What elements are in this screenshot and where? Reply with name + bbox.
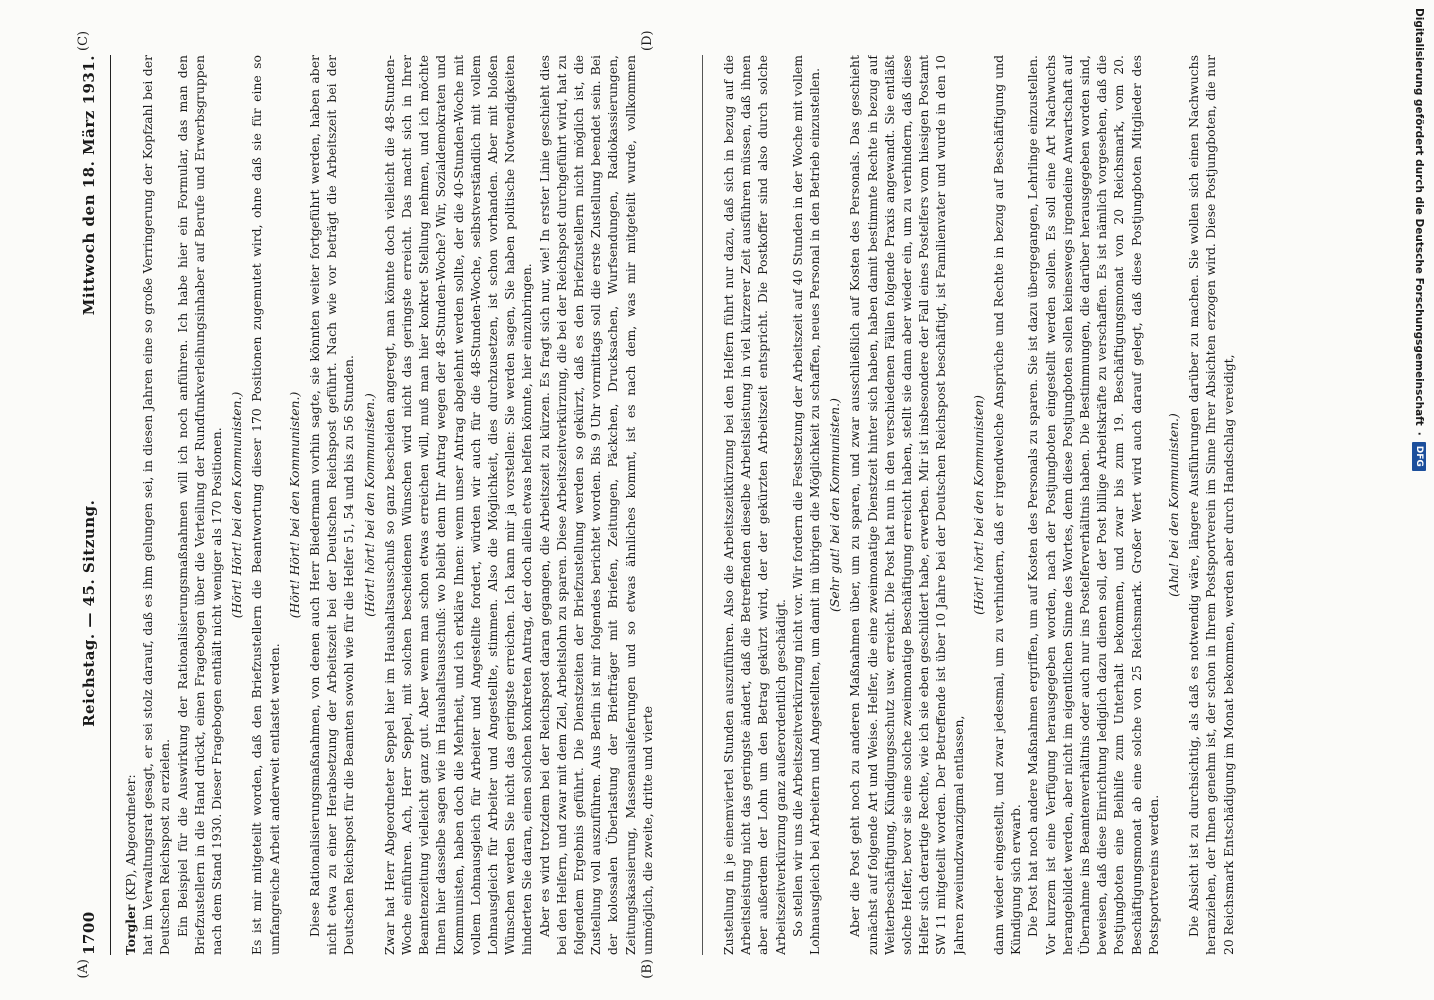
dfg-logo: DFG bbox=[1412, 442, 1426, 471]
paragraph: Aber es wird trotzdem bei der Reichspost daran gegangen, die Arbeitszeit zu kürzen. Es fragt sich nur, wie! In erster Linie geschieht dies bei den Helfern, und zwar mit dem Ziel, Arbeitslohn zu sparen. Diese Arbeitszeitverkürzung, die bei der Reichspost durchgeführt wird, hat zu folgendem Ergebnis geführt. Die Dienstzeiten der Briefzustellung werden so gekürzt, daß es den Briefzustellern nicht möglich ist, die Zustellung voll auszuführen. Aus Berlin ist mir folgendes berichtet worden. Bis 9 Uhr vormittags soll die erste Zustellung beendet sein. Bei der kolossalen Überlastung der Briefträger mit Briefen, Zeitungen, Päckchen, Drucksachen, Wurfsendungen, Radiokassierungen, Zeitungskassierung, Massenauslieferungen und so etwas ähnliches kommt, ist es nach dem, was mir mitgeteilt wurde, vollkommen unmöglich, die zweite, dritte und vierte bbox=[536, 55, 655, 955]
credit-text: Digitalisierung gefördert durch die Deutsche Forschungsgemeinschaft bbox=[1413, 8, 1425, 426]
interjection: (Hört! hört! bei den Kommunisten.) bbox=[361, 393, 377, 617]
margin-marker-d: (D) bbox=[640, 30, 655, 51]
paragraph: Diese Rationalisierungsmaßnahmen, von denen auch Herr Biedermann vorhin sagte, sie könnten weiter fortgeführt werden, haben aber nicht etwa zu einer Herabsetzung der Arbeitszeit bei der Deutschen Reichspost geführt. Nach wie vor beträgt die Arbeitszeit bei der Deutschen Reichspost für die Beamten sowohl wie für die Helfer 51, 54 und bis zu 56 Stunden. bbox=[307, 55, 357, 955]
paragraph: Die Post hat noch andere Maßnahmen ergriffen, um auf Kosten des Personals zu sparen. Sie ist dazu übergegangen, Lehrlinge einzustellen. Vor kurzem ist eine Verfügung herausgegeben worden, nach der Postjungboten eingestellt werden sollen. Es soll eine Art Nachwuchs herangebildet werden, aber nicht im eigentlichen Sinne des Wortes, denn diese Postjungboten sollen keineswegs irgendeine Anwartschaft auf Übernahme ins Beamtenverhältnis oder auch nur ins Postelferverhältnis haben. Die Bestimmungen, die darüber herausgegeben worden sind, beweisen, daß diese Einrichtung lediglich dazu dienen soll, der Post billige Arbeitskräfte zu verschaffen. Es ist nämlich vorgesehen, daß die Postjungboten eine Beihilfe zum Unterhalt bekommen, und zwar bis zum 19. Beschäftigungsmonat von 20 Reichsmark, vom 20. Beschäftigungsmonat ab eine solche von 25 Reichsmark. Großer Wert wird auch darauf gelegt, daß diese Postjungboten Mitglieder des Postsportvereins werden. bbox=[1025, 55, 1161, 955]
margin-marker-a: (A) bbox=[76, 959, 91, 979]
paragraph: Aber die Post geht noch zu anderen Maßnahmen über, um zu sparen, und zwar ausschließlich auf Kosten des Personals. Das geschieht zunächst auf folgende Art und Weise. Helfer, die eine zweimonatige Dienstzeit hinter sich haben, haben damit bestimmte Rechte in bezug auf Weiterbeschäftigung, Kündigungsschutz usw. erreicht. Die Post hat nun in den verschiedenen Fällen folgende Praxis angewandt. Sie entläßt solche Helfer, bevor sie eine solche zweimonatige Beschäftigung erreicht haben, stellt sie dann aber wieder ein, um zu verhindern, daß diese Helfer sich derartige Rechte, wie ich sie eben geschildert habe, erwerben. Mir ist insbesondere der Fall eines Postelfers vom hiesigen Postamt SW 11 mitgeteilt worden. Der Betreffende ist über 10 Jahre bei der Deutschen Reichspost beschäftigt, ist Familienvater und wurde in den 10 Jahren zweiundzwanzigmal entlassen, bbox=[847, 55, 966, 955]
header-title: Reichstag. — 45. Sitzung. bbox=[80, 499, 98, 727]
margin-marker-c: (C) bbox=[76, 30, 91, 51]
interjection: (Hört! Hört! bei den Kommunisten.) bbox=[286, 391, 302, 619]
interjection: (Hört! Hört! bei den Kommunisten.) bbox=[229, 391, 245, 619]
interjection: (Hört! hört! bei den Kommunisten) bbox=[970, 395, 986, 615]
speaker-name: Torgler bbox=[123, 904, 138, 955]
paragraph: Die Absicht ist zu durchsichtig, als daß es notwendig wäre, längere Ausführungen darüber zu machen. Sie wollen sich einen Nachwuchs heranziehen, der Ihnen genehm ist, der schon in Ihrem Postsportverein im Sinne Ihrer Absichten erzogen wird. Diese Postjungboten, die nur 20 Reichsmark Entschädigung im Monat bekommen, werden aber durch Handschlag vereidigt, bbox=[1186, 55, 1236, 955]
paragraph: So stellen wir uns die Arbeitszeitverkürzung nicht vor. Wir fordern die Festsetzung der Arbeitszeit auf 40 Stunden in der Woche mit vollem Lohnausgleich bei Arbeitern und Angestellten, um damit im übrigen die Möglichkeit zu schaffen, neues Personal in den Betrieb einzustellen. bbox=[789, 55, 823, 955]
paragraph: Zwar hat Herr Abgeordneter Seppel hier im Haushaltsausschuß so ganz bescheiden angeregt, man könnte doch vielleicht die 48-Stunden-Woche einführen. Ach, Herr Seppel, mit solchen bescheidenen Wünschen wird nicht das geringste erreicht. Das macht sich in Ihrer Beamtenzeitung vielleicht ganz gut. Aber wenn man schon etwas erreichen will, muß man hier konkret Stellung nehmen, und ich möchte Ihnen hier dasselbe sagen wie im Haushaltsausschuß: wo bleibt denn Ihr Antrag wegen der 48-Stunden-Woche? Wir, Sozialdemokraten und Kommunisten, haben doch die Mehrheit, und ich erkläre Ihnen: wenn unser Antrag abgelehnt werden sollte, der die 40-Stunden-Woche mit vollem Lohnausgleich für Arbeiter und Angestellte fordert, würden wir auch für die 48-Stunden-Woche, selbstverständlich mit vollem Lohnausgleich für Arbeiter und Angestellte, stimmen. Also die Möglichkeit, dies durchzusetzen, ist schon vorhanden. Aber mit bloßen Wünschen werden Sie nicht das geringste erreichen. Ich kann mir ja vorstellen: Sie werden sagen, Sie haben politische Notwendigkeiten hinderten Sie daran, einen solchen konkreten Antrag, der doch allein etwas helfen könnte, hier einzubringen. bbox=[381, 55, 535, 955]
digitization-credit: Digitalisierung gefördert durch die Deutsche Forschungsgemeinschaft · DFG bbox=[1408, 8, 1430, 998]
page-number: 1700 bbox=[80, 911, 98, 955]
interjection: (Aha! bei den Kommunisten.) bbox=[1166, 413, 1182, 597]
margin-marker-b: (B) bbox=[640, 959, 655, 979]
paragraph: Zustellung in je einemviertel Stunden auszuführen. Also die Arbeitszeitkürzung bei den Helfern führt nur dazu, daß sich in bezug auf die Arbeitsleistung nicht das geringste ändert, daß die Betreffenden dieselbe Arbeitsleistung in viel kürzerer Zeit ausführen müssen, daß ihnen aber außerdem der Lohn um den Betrag gekürzt wird, der der gekürzten Arbeitszeit entspricht. Die Postkoffer sind also durch solche Arbeitszeitverkürzung ganz außerordentlich geschädigt. bbox=[721, 55, 788, 955]
interjection: (Sehr gut! bei den Kommunisten.) bbox=[827, 398, 843, 612]
header-date: Mittwoch den 18. März 1931. bbox=[80, 55, 98, 316]
column-rule bbox=[702, 55, 703, 955]
column-left bbox=[122, 55, 690, 955]
paragraph: Ein Beispiel für die Auswirkung der Rationalisierungsmaßnahmen will ich noch anführen. Ich habe hier ein Formular, das man den Briefzustellern in die Hand drückt, einen Fragebogen über die Verteilung der Rundfunkverleihungsinhaber auf Berufe und Erwerbsgruppen nach dem Stand 1930. Dieser Fragebogen enthält nicht weniger als 170 Positionen. bbox=[174, 55, 225, 955]
paragraph: Es ist mir mitgeteilt worden, daß den Briefzustellern die Beantwortung dieser 170 Positionen zugemutet wird, ohne daß sie für eine so umfangreiche Arbeit anderweit entlastet werden. bbox=[249, 55, 282, 955]
column-right bbox=[720, 55, 1310, 955]
header-rule bbox=[110, 55, 111, 955]
speaker-line bbox=[122, 55, 139, 955]
page-header bbox=[80, 55, 108, 955]
speaker-party: (KP), Abgeordneter: bbox=[123, 774, 138, 901]
paragraph: dann wieder eingestellt, und zwar jedesmal, um zu verhindern, daß er irgendwelche Ansprüche und Rechte in bezug auf Beschäftigung und Kündigung sich erwarb. bbox=[991, 55, 1024, 955]
paragraph: hat im Verwaltungsrat gesagt, er sei stolz darauf, daß es ihm gelungen sei, in diesen Jahren eine so große Verringerung der Kopfzahl bei der Deutschen Reichspost zu erzielen. bbox=[140, 55, 173, 955]
rotated-page-content bbox=[76, 30, 1320, 979]
